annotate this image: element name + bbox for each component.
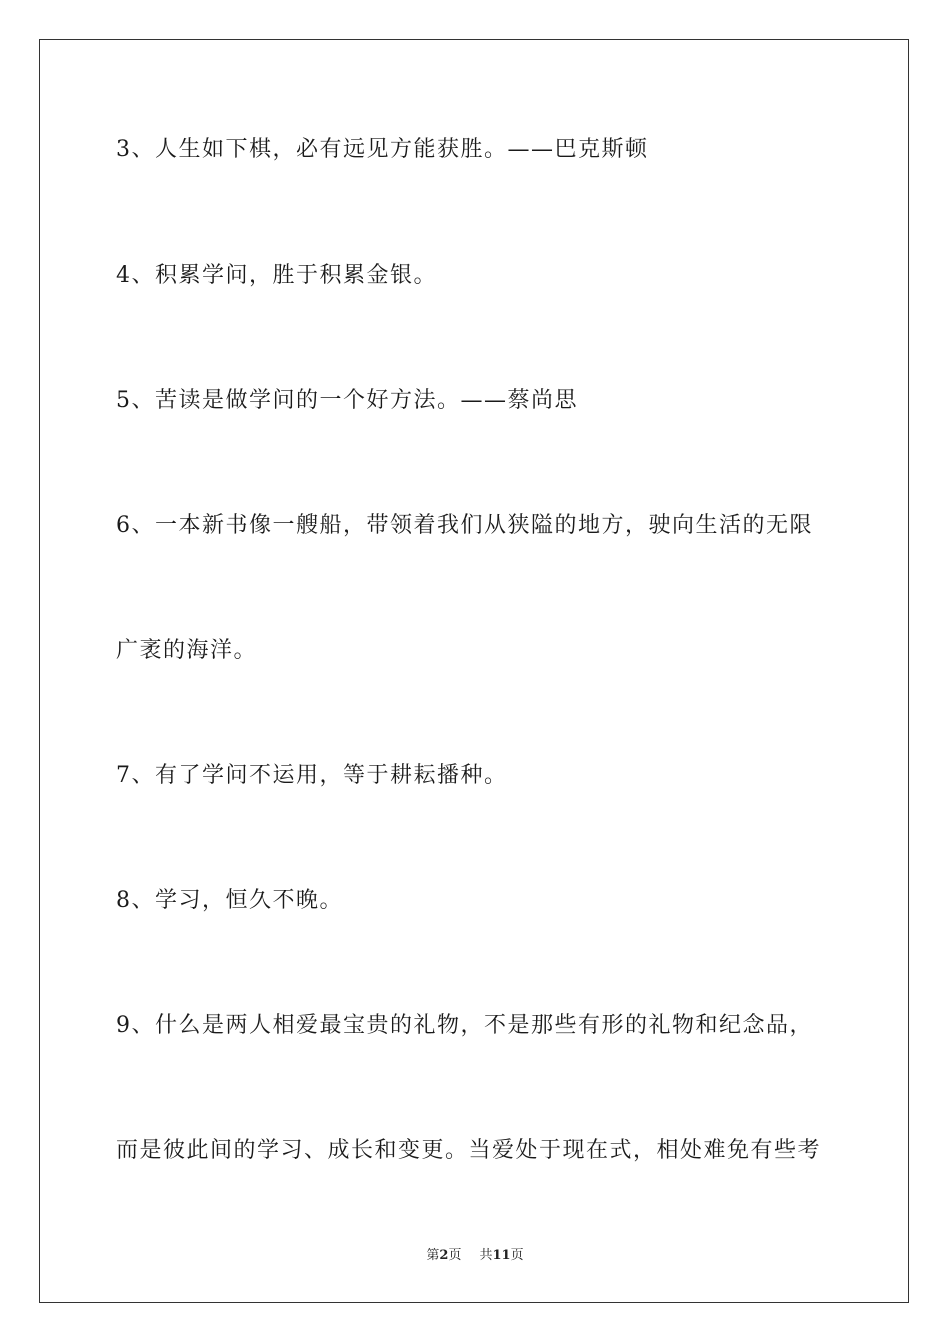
text-line: 而是彼此间的学习、成长和变更。当爱处于现在式，相处难免有些考 — [116, 1138, 822, 1163]
text-line: 4、积累学问，胜于积累金银。 — [116, 263, 437, 288]
total-suffix: 页 — [510, 1248, 524, 1263]
text-line: 广袤的海洋。 — [116, 638, 258, 663]
total-prefix: 共 — [479, 1248, 493, 1263]
page-suffix: 页 — [448, 1248, 462, 1263]
page-prefix: 第 — [426, 1248, 440, 1263]
text-line: 9、什么是两人相爱最宝贵的礼物，不是那些有形的礼物和纪念品， — [116, 1013, 813, 1038]
page-number: 2 — [439, 1248, 449, 1263]
text-line: 8、学习，恒久不晚。 — [116, 888, 343, 913]
text-line: 7、有了学问不运用，等于耕耘播种。 — [116, 763, 508, 788]
page-footer — [0, 1247, 950, 1265]
text-line: 6、一本新书像一艘船，带领着我们从狭隘的地方，驶向生活的无限 — [116, 513, 813, 538]
text-line: 3、人生如下棋，必有远见方能获胜。——巴克斯顿 — [116, 137, 649, 162]
total-pages: 11 — [492, 1248, 511, 1263]
page-border — [39, 39, 909, 1303]
text-line: 5、苦读是做学问的一个好方法。——蔡尚思 — [116, 388, 578, 413]
